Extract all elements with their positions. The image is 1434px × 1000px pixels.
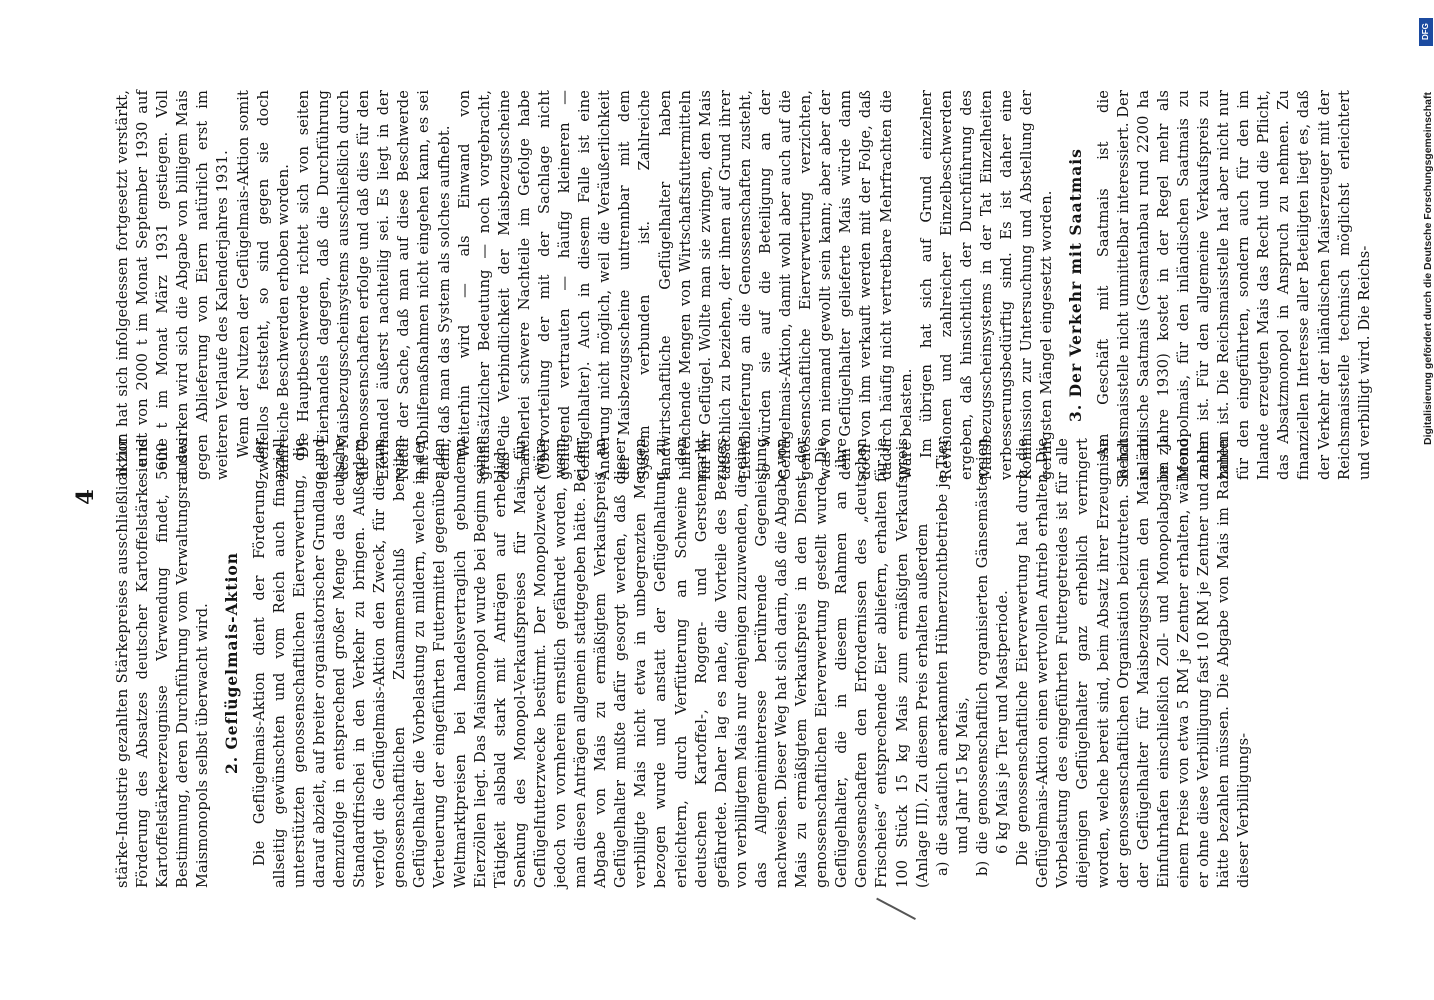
paragraph: Die Hauptbeschwerde richtet sich von seiten des Eierhandels dagegen, daß die Durchführung des Maisbezugsscheinsystems ausschließlich durch die Genossenschaften erfolge und daß dies für den Eierhandel äußerst nachteilig sei. Es liegt in der Natur der Sache, daß man auf diese Beschwerde mit Abhilfemaßnahmen nicht eingehen kann, es sei denn, daß man das System als solches aufhebt. — [294, 90, 453, 480]
left-text-column — [113, 438, 1254, 888]
right-text-column — [113, 90, 1375, 480]
paragraph: Wenn der Nutzen der Geflügelmais-Aktion somit zweifellos feststeht, so sind gegen sie doch zahlreiche Beschwerden erhoben worden. — [234, 90, 292, 480]
paragraph: Am Geschäft mit Saatmais ist die Reichsmaisstelle nicht unmittelbar interessiert. Der inländische Saatmais (Gesamtanbau rund 2200 ha im Jahre 1930) kostet in der Regel mehr als Monopolmais, für den inländischen Saatmais zu zahlen ist. Für den allgemeine Verkaufspreis zu zahlen ist. Die Reichsmaisstelle hat aber nicht nur für den eingeführten, sondern auch für den im Inlande erzeugten Mais das Recht und die Pflicht, das Absatzmonopol in Anspruch zu nehmen. Zu finanziellen Interesse aller Beteiligten liegt es, daß der Verkehr der inländischen Maiserzeuger mit der Reichsmaisstelle technisch möglichst erleichtert und verbilligt wird. Die Reichs- — [1094, 90, 1373, 480]
paragraph: Weiterhin wird — als Einwand von grundsätzlicher Bedeutung — noch vorgebracht, daß die Verbindlichkeit der Maisbezugsscheine mancherlei schwere Nachteile im Gefolge habe (Übervorteilung der mit der Sachlage nicht genügend vertrauten — häufig kleineren — Geflügelhalter). Auch in diesem Falle ist eine Änderung nicht möglich, weil die Veräußerlichkeit der Maisbezugsscheine untrennbar mit dem System verbunden ist. Zahlreiche landwirtschaftliche Geflügelhalter haben hinreichende Mengen von Wirtschaftsfuttermitteln für ihr Geflügel. Wollte man sie zwingen, den Mais tatsächlich zu beziehen, der ihnen auf Grund ihrer Eierablieferung an die Genossenschaften zusteht, so würden sie auf die Beteiligung an der Geflügelmais-Aktion, damit wohl aber auch auf die genossenschaftliche Eierverwertung verzichten, was von niemand gewollt sein kann; aber aber der dem Geflügelhalter gelieferte Mais würde dann doch von ihm verkauft werden mit der Folge, daß dadurch häufig nicht vertretbare Mehrfrachten die Ware belasten. — [455, 90, 915, 480]
list-item-b: b) die genossenschaftlich organisierten Gänsemästereien 6 kg Mais je Tier und Mastperiode. — [973, 438, 1012, 876]
paragraph: Die Geflügelmais-Aktion dient der Förderung der allseitig gewünschten und vom Reich auch finanziell unterstützten genossenschaftlichen Eierverwertung, die darauf abzielt, auf breiter organisatorischer Grundlage und demzufolge in entsprechend großer Menge das deutsche Standardfrischei in den Verkehr zu bringen. Außerdem verfolgt die Geflügelmais-Aktion den Zweck, für die zum genossenschaftlichen Zusammenschluß bereiten Geflügelhalter die Vorbelastung zu mildern, welche in der Verteuerung der eingeführten Futtermittel gegenüber den Weltmarktpreisen bei handelsvertraglich gebundenen Eierzöllen liegt. Das Maismonopol wurde bei Beginn seiner Tätigkeit alsbald stark mit Anträgen auf erhebliche Senkung des Monopol-Verkaufspreises für Mais für Geflügelfutterzwecke bestürmt. Der Monopolzweck wäre jedoch von vornherein ernstlich gefährdet worden, wenn man diesen Anträgen allgemein stattgegeben hätte. Bei der Abgabe von Mais zu ermäßigtem Verkaufspreis an Geflügelhalter mußte dafür gesorgt werden, daß dieser verbilligte Mais nicht etwa in unbegrenzten Mengen bezogen wurde und anstatt der Geflügelhaltung zu erleichtern, durch Verfütterung an Schweine den deutschen Kartoffel-, Roggen- und Gerstenmarkt gefährdete. Daher lag es nahe, die Vorteile des Bezuges von verbilligtem Mais nur denjenigen zuzuwenden, die eine das Allgemeininteresse berührende Gegenleistung nachweisen. Dieser Weg hat sich darin, daß die Abgabe von Mais zu ermäßigtem Verkaufspreis in den Dienst der genossenschaftlichen Eierverwertung gestellt wurde. Die Geflügelhalter, die in diesem Rahmen an ihre Genossenschaften den Erfordernissen des „deutschen Frischeies“ entsprechende Eier abliefern, erhalten für je 100 Stück 15 kg Mais zum ermäßigten Verkaufspreis (Anlage III). Zu diesem Preis erhalten außerdem — [250, 438, 931, 888]
section-heading-gefluegelmais-aktion: 2. Geflügelmais-Aktion — [222, 552, 242, 775]
page-number: 4 — [72, 488, 99, 505]
paragraph: Im übrigen hat sich auf Grund einzelner Revisionen und zahlreicher Einzelbeschwerden ergeben, daß hinsichtlich der Durchführung des Maisbezugsscheinsystems in der Tat Einzelheiten verbesserungsbedürftig sind. Es ist daher eine Kommission zur Untersuchung und Abstellung der geringsten Mängel eingesetzt worden. — [917, 90, 1056, 480]
dfg-logo-icon: DFG — [1419, 18, 1433, 46]
paragraph: Die genossenschaftliche Eierverwertung hat durch die Geflügelmais-Aktion einen wertvollen Antrieb erhalten. Die Vorbelastung des eingeführten Futtergetreides ist für alle diejenigen Geflügelhalter ganz erheblich verringert worden, welche bereit sind, beim Absatz ihrer Erzeugnisse der genossenschaftlichen Organisation beizutreten. So hat der Geflügelhalter für Maisbezugsschein den Mais ab Einfuhrhafen einschließlich Zoll- und Monopolabgabe zu einem Preise von etwa 5 RM je Zentner erhalten, während er ohne diese Verbilligung fast 10 RM je Zentner und mehr hätte bezahlen müssen. Die Abgabe von Mais im Rahmen dieser Verbilligungs- — [1014, 438, 1253, 888]
paragraph: stärke-Industrie gezahlten Stärkepreises ausschließlich zur Förderung des Absatzes deutscher Kartoffelstärke und Kartoffelstärkeerzeugnisse Verwendung findet, eine Bestimmung, deren Durchführung vom Verwaltungsrat des Maismonopols selbst überwacht wird. — [114, 438, 212, 888]
digitization-credit: Digitalisierung gefördert durch die Deutsche Forschungsgemeinschaft — [1422, 92, 1434, 445]
paragraph: aktion hat sich infolgedessen fortgesetzt verstärkt, sie ist von 2000 t im Monat September 1930 auf 5600 t im Monat März 1931 gestiegen. Voll auswirken wird sich die Abgabe von billigem Mais gegen Ablieferung von Eiern natürlich erst im weiteren Verlaufe des Kalenderjahres 1931. — [114, 90, 232, 480]
pencil-margin-mark — [876, 898, 916, 920]
section-heading-saatmais: 3. Der Verkehr mit Saatmais — [1066, 148, 1086, 422]
digitization-sidebar — [1410, 10, 1434, 990]
list-item-a: a) die staatlich anerkannten Hühnerzuchtbetriebe je Tier und Jahr 15 kg Mais, — [933, 438, 971, 876]
